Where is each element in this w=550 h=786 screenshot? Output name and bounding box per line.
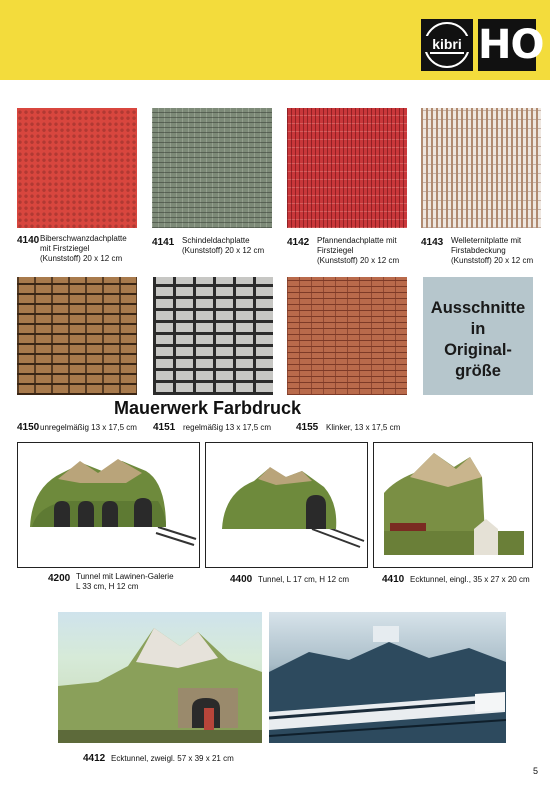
tunnel-caption-4200: [48, 572, 208, 596]
tunnel-illustration: [206, 443, 366, 566]
product-number: 4400: [230, 574, 253, 585]
wall-swatch-4151: [153, 277, 273, 395]
caption-line: Ecktunnel, eingl., 35 x 27 x 20 cm: [410, 575, 530, 584]
caption-line: Tunnel mit Lawinen-Galerie: [76, 572, 174, 581]
note-line: in: [470, 320, 486, 338]
caption-line: Firstabdeckung: [451, 246, 506, 255]
roof-caption-4141: [152, 236, 282, 260]
product-number: 4150: [17, 422, 40, 433]
note-line: größe: [455, 362, 501, 380]
tunnel-illustration: [18, 443, 198, 566]
product-number: 4412: [83, 753, 106, 764]
train-photo: [269, 612, 506, 743]
note-line: Ausschnitte: [430, 299, 526, 317]
caption-line: Ecktunnel, zweigl. 57 x 39 x 21 cm: [111, 754, 234, 763]
product-number: 4143: [421, 237, 444, 248]
tunnel-photo-4412: [58, 612, 262, 743]
wall-caption-4155: [296, 421, 431, 435]
note-line: Original-: [444, 341, 512, 359]
wall-caption-4150: [17, 421, 152, 435]
roof-caption-4140: [17, 234, 147, 266]
caption-line: Biberschwanzdachplatte: [40, 234, 127, 243]
caption-line: L 33 cm, H 12 cm: [76, 582, 139, 591]
caption-line: mit Firstziegel: [40, 244, 90, 253]
roof-swatch-4143: [421, 108, 541, 228]
product-number: 4142: [287, 237, 310, 248]
caption-line: (Kunststoff) 20 x 12 cm: [182, 246, 265, 255]
product-number: 4155: [296, 422, 319, 433]
product-number: 4410: [382, 574, 405, 585]
caption-line: unregelmäßig 13 x 17,5 cm: [40, 423, 137, 432]
original-size-note: [423, 277, 533, 395]
train-illustration: [269, 612, 506, 743]
roof-swatch-4140: [17, 108, 137, 228]
tunnel-caption-4400: [230, 573, 370, 587]
wall-swatch-4150: [17, 277, 137, 395]
wall-caption-4151: [153, 421, 288, 435]
caption-line: Klinker, 13 x 17,5 cm: [326, 423, 401, 432]
tunnel-photo-4410: [373, 442, 533, 568]
wall-swatch-4155: [287, 277, 407, 395]
caption-line: (Kunststoff) 20 x 12 cm: [451, 256, 534, 265]
tunnel-photo-4200: [17, 442, 200, 568]
tunnel-caption-4412: [83, 752, 283, 766]
scale-badge: HO: [478, 19, 536, 71]
product-number: 4140: [17, 235, 40, 246]
roof-swatch-4142: [287, 108, 407, 228]
page-number: 5: [533, 766, 539, 776]
tunnel-illustration: [374, 443, 531, 566]
logo-text: kibri: [421, 36, 473, 52]
tunnel-caption-4410: [382, 573, 550, 587]
product-number: 4200: [48, 573, 71, 584]
section-heading: Mauerwerk Farbdruck: [114, 398, 302, 418]
caption-line: Schindeldachplatte: [182, 236, 250, 245]
roof-caption-4142: [287, 236, 417, 268]
roof-swatch-4141: [152, 108, 272, 228]
caption-line: (Kunststoff) 20 x 12 cm: [40, 254, 123, 263]
layout-illustration: [58, 612, 262, 743]
caption-line: Pfannendachplatte mit: [317, 236, 397, 245]
caption-line: Firstziegel: [317, 246, 354, 255]
tunnel-photo-4400: [205, 442, 368, 568]
product-number: 4141: [152, 237, 175, 248]
caption-line: Tunnel, L 17 cm, H 12 cm: [258, 575, 349, 584]
roof-caption-4143: [421, 236, 550, 268]
caption-line: (Kunststoff) 20 x 12 cm: [317, 256, 400, 265]
product-number: 4151: [153, 422, 176, 433]
kibri-logo: [421, 19, 473, 71]
caption-line: regelmäßig 13 x 17,5 cm: [183, 423, 272, 432]
caption-line: Welleternitplatte mit: [451, 236, 522, 245]
